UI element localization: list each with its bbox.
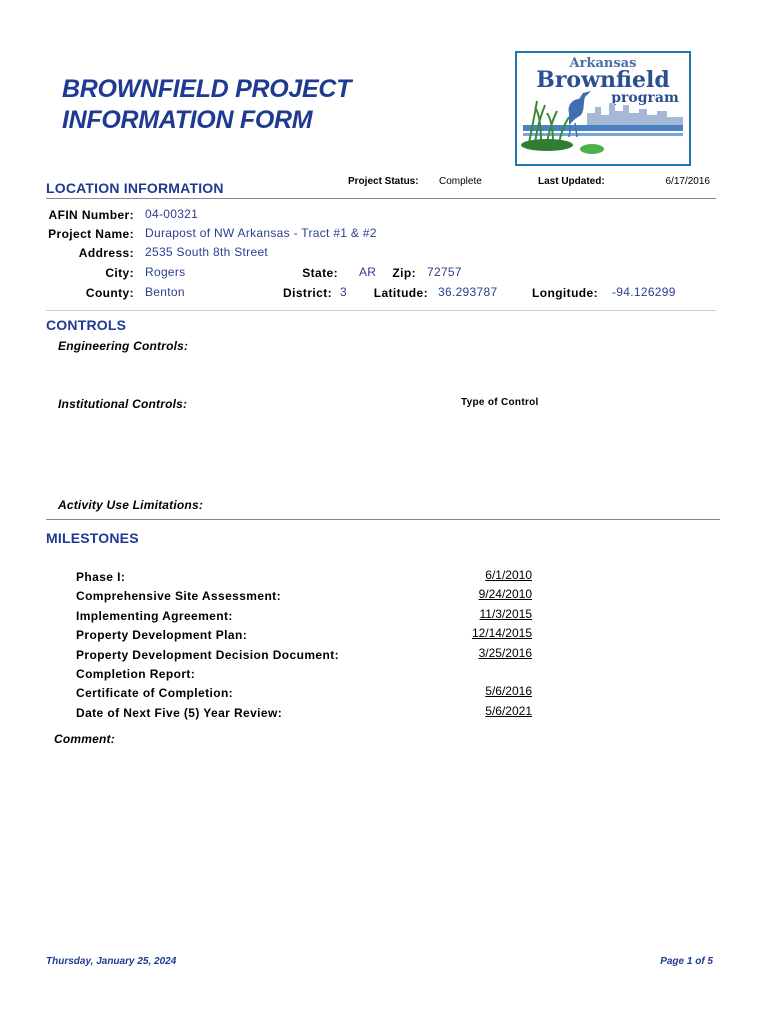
location-information-heading: LOCATION INFORMATION: [46, 180, 224, 196]
milestone-date: 12/14/2015: [471, 626, 532, 641]
milestone-date: 6/1/2010: [485, 568, 532, 582]
latitude-label: Latitude:: [373, 286, 428, 300]
milestone-date: 11/3/2015: [479, 606, 532, 621]
state-label: State:: [302, 266, 338, 280]
milestone-label: Comprehensive Site Assessment:: [76, 589, 281, 604]
milestone-label: Implementing Agreement:: [76, 608, 233, 623]
zip-value: 72757: [427, 265, 462, 279]
zip-label: Zip:: [392, 266, 416, 280]
milestone-date: 9/24/2010: [478, 587, 532, 602]
footer-date: Thursday, January 25, 2024: [46, 956, 177, 967]
afin-number-label: AFIN Number:: [48, 208, 134, 222]
logo-graphic: [517, 53, 689, 164]
district-label: District:: [283, 286, 332, 300]
afin-number-value: 04-00321: [145, 207, 199, 221]
svg-text:Brownfield: Brownfield: [536, 67, 670, 93]
address-label: Address:: [78, 246, 134, 260]
svg-text:Arkansas: Arkansas: [569, 56, 637, 71]
city-label: City:: [105, 266, 134, 280]
milestone-row: [76, 646, 536, 665]
svg-text:program: program: [611, 90, 679, 106]
milestone-row: [76, 587, 536, 606]
project-status-label: Project Status:: [348, 176, 419, 187]
milestone-label: Phase I:: [76, 570, 126, 584]
milestone-row: [76, 626, 536, 645]
county-label: County:: [85, 286, 134, 300]
milestone-row: [76, 684, 536, 703]
longitude-label: Longitude:: [532, 286, 598, 300]
milestone-label: Completion Report:: [76, 666, 196, 681]
milestone-row: [76, 607, 536, 626]
project-status-value: Complete: [439, 176, 482, 187]
milestone-label: Property Development Decision Document:: [76, 647, 339, 662]
project-name-value: Durapost of NW Arkansas - Tract #1 & #2: [145, 226, 377, 240]
milestone-date: 3/25/2016: [478, 645, 532, 660]
milestones-list: [76, 568, 536, 723]
longitude-value: -94.126299: [612, 285, 676, 299]
controls-heading: CONTROLS: [46, 317, 127, 333]
location-divider: [46, 198, 716, 199]
institutional-controls-label: Institutional Controls:: [58, 397, 188, 411]
title-line-1: BROWNFIELD PROJECT: [62, 75, 352, 103]
milestone-row: [76, 704, 536, 723]
latitude-value: 36.293787: [438, 285, 498, 299]
footer-page-number: Page 1 of 5: [660, 956, 713, 967]
city-value: Rogers: [145, 265, 186, 279]
milestone-row: [76, 665, 536, 684]
state-value: AR: [359, 265, 377, 279]
title-line-2: INFORMATION FORM: [62, 106, 313, 134]
milestone-label: Certificate of Completion:: [76, 686, 234, 701]
activity-use-limitations-label: Activity Use Limitations:: [58, 498, 204, 512]
type-of-control-label: Type of Control: [461, 397, 539, 408]
milestone-label: Date of Next Five (5) Year Review:: [76, 705, 283, 720]
location-bottom-divider: [46, 310, 716, 311]
page-title: [62, 74, 351, 136]
milestone-date: 5/6/2016: [485, 684, 532, 699]
district-value: 3: [340, 285, 347, 299]
last-updated-label: Last Updated:: [538, 176, 605, 187]
last-updated-value: 6/17/2016: [665, 176, 710, 187]
engineering-controls-label: Engineering Controls:: [58, 339, 189, 353]
milestone-row: [76, 568, 536, 587]
county-value: Benton: [145, 285, 185, 299]
project-name-label: Project Name:: [48, 227, 134, 241]
controls-divider: [46, 519, 720, 520]
milestones-heading: MILESTONES: [46, 530, 139, 546]
address-value: 2535 South 8th Street: [145, 245, 269, 259]
comment-label: Comment:: [54, 732, 115, 746]
arkansas-brownfield-logo: [515, 51, 691, 166]
milestone-date: 5/6/2021: [485, 703, 532, 718]
milestone-label: Property Development Plan:: [76, 628, 248, 643]
